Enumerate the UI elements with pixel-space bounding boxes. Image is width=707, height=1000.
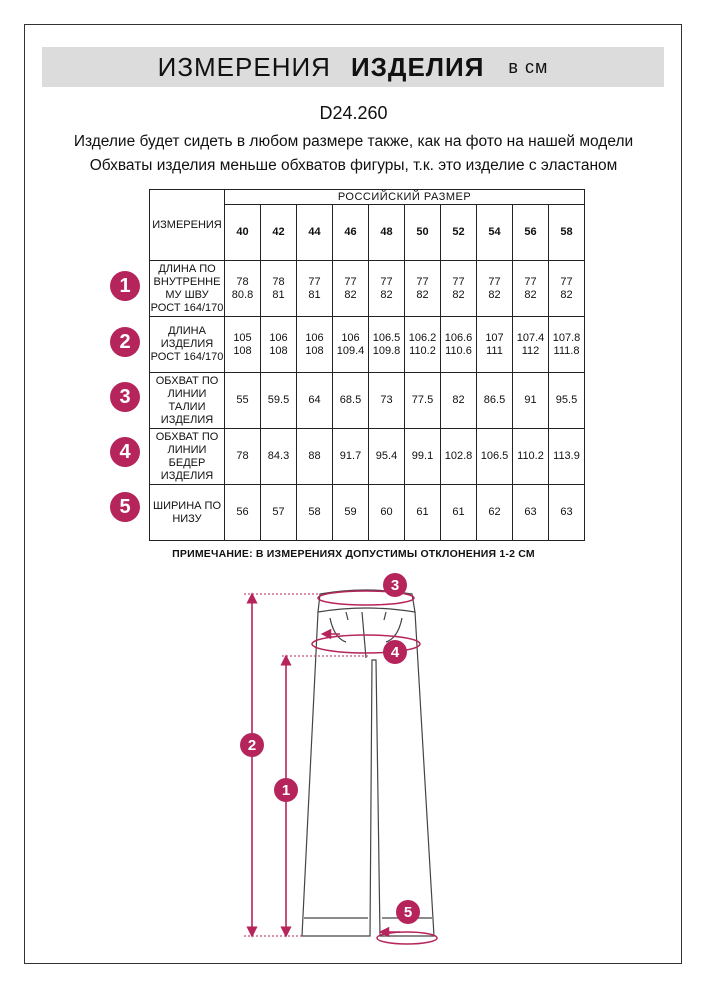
value-cell xyxy=(369,373,405,429)
size-table xyxy=(149,189,585,541)
table-row xyxy=(150,373,585,429)
value-cell xyxy=(549,429,585,485)
value-cell xyxy=(405,261,441,317)
row-number-badge: 2 xyxy=(110,327,140,357)
value-cell xyxy=(369,261,405,317)
value-line: 106 xyxy=(341,331,360,344)
value-cell xyxy=(333,429,369,485)
value-line: 95.5 xyxy=(555,394,578,406)
value-cell xyxy=(405,485,441,541)
measurement-label-line: МУ ШВУ xyxy=(165,288,209,301)
value-cell xyxy=(441,317,477,373)
value-line: 112 xyxy=(521,344,540,357)
value-line: 108 xyxy=(269,344,288,357)
value-cell xyxy=(405,429,441,485)
value-cell xyxy=(333,373,369,429)
value-line: 82 xyxy=(488,288,501,301)
value-line: 77 xyxy=(416,275,429,288)
value-line: 106.2 xyxy=(408,331,437,344)
value-line: 62 xyxy=(488,506,501,518)
value-line: 61 xyxy=(416,506,429,518)
title-part-measurements: ИЗМЕРЕНИЯ xyxy=(157,51,331,82)
measurement-label xyxy=(150,373,225,429)
value-cell xyxy=(549,485,585,541)
value-cell xyxy=(513,373,549,429)
title-unit: в см xyxy=(508,56,549,77)
value-line: 68.5 xyxy=(339,394,362,406)
value-line: 88 xyxy=(308,450,321,462)
elastane-note: Обхваты изделия меньше обхватов фигуры, т.к. это изделие с эластаном xyxy=(89,157,618,174)
value-line: 113.9 xyxy=(553,450,580,462)
size-header-cell: 56 xyxy=(513,205,549,261)
table-row xyxy=(150,261,585,317)
value-cell xyxy=(261,429,297,485)
size-header-cell: 42 xyxy=(261,205,297,261)
value-cell xyxy=(513,429,549,485)
value-line: 77 xyxy=(308,275,321,288)
measurement-label-line: ДЛИНА ПО xyxy=(158,262,216,275)
row-number-badge: 3 xyxy=(110,382,140,412)
row-number-badge: 1 xyxy=(110,271,140,301)
title-part-item: ИЗДЕЛИЯ xyxy=(350,51,485,82)
measurement-label-line: НИЗУ xyxy=(172,512,202,525)
marker-2: 2 xyxy=(240,733,264,757)
value-line: 110.2 xyxy=(517,450,544,462)
value-cell xyxy=(297,485,333,541)
value-line: 106 xyxy=(269,331,288,344)
value-line: 78 xyxy=(236,450,249,462)
value-cell xyxy=(225,373,261,429)
tolerance-remark: ПРИМЕЧАНИЕ: В ИЗМЕРЕНИЯХ ДОПУСТИМЫ ОТКЛОНЕНИЯ 1-2 СМ xyxy=(172,548,535,560)
value-line: 82 xyxy=(452,394,465,406)
value-cell xyxy=(477,429,513,485)
product-code: D24.260 xyxy=(319,103,388,123)
value-line: 64 xyxy=(308,394,321,406)
measurement-label-line: ИЗДЕЛИЯ xyxy=(160,413,214,426)
value-line: 82 xyxy=(452,288,465,301)
size-header-cell: 50 xyxy=(405,205,441,261)
value-line: 77 xyxy=(344,275,357,288)
value-cell xyxy=(477,317,513,373)
value-line: 81 xyxy=(272,288,285,301)
measurement-label-line: ИЗДЕЛИЯ xyxy=(160,469,214,482)
marker-1: 1 xyxy=(274,778,298,802)
value-cell xyxy=(513,485,549,541)
value-line: 82 xyxy=(380,288,393,301)
marker-4: 4 xyxy=(383,640,407,664)
value-cell xyxy=(297,373,333,429)
size-header-cell: 44 xyxy=(297,205,333,261)
value-line: 73 xyxy=(380,394,393,406)
value-cell xyxy=(549,261,585,317)
value-line: 110.2 xyxy=(409,344,436,357)
value-line: 80.8 xyxy=(231,288,254,301)
value-cell xyxy=(441,485,477,541)
measurement-label-line: БЕДЕР xyxy=(168,456,206,469)
value-cell xyxy=(369,429,405,485)
value-cell xyxy=(261,485,297,541)
value-line: 106.5 xyxy=(372,331,401,344)
value-line: 105 xyxy=(233,331,252,344)
value-cell xyxy=(549,317,585,373)
fit-note: Изделие будет сидеть в любом размере также, как на фото на нашей модели xyxy=(73,133,634,150)
table-row xyxy=(150,429,585,485)
value-cell xyxy=(333,317,369,373)
value-line: 102.8 xyxy=(444,450,473,462)
marker-5: 5 xyxy=(396,900,420,924)
measurement-label-line: РОСТ 164/170 xyxy=(150,301,224,314)
row-number-badge: 4 xyxy=(110,437,140,467)
measurement-label-line: ОБХВАТ ПО xyxy=(155,374,219,387)
value-line: 77 xyxy=(524,275,537,288)
value-line: 111 xyxy=(486,344,503,357)
measurement-label xyxy=(150,429,225,485)
size-group-header: РОССИЙСКИЙ РАЗМЕР xyxy=(225,190,585,205)
value-cell xyxy=(477,261,513,317)
value-cell xyxy=(297,317,333,373)
value-cell xyxy=(405,317,441,373)
value-cell xyxy=(441,261,477,317)
measurement-label-line: ВНУТРЕННЕ xyxy=(153,275,221,288)
measurement-label xyxy=(150,317,225,373)
marker-3: 3 xyxy=(383,573,407,597)
value-line: 99.1 xyxy=(411,450,434,462)
value-line: 77 xyxy=(380,275,393,288)
value-line: 63 xyxy=(524,506,537,518)
value-line: 58 xyxy=(308,506,321,518)
value-cell xyxy=(441,429,477,485)
value-cell xyxy=(261,261,297,317)
value-cell xyxy=(441,373,477,429)
value-cell xyxy=(261,373,297,429)
value-line: 55 xyxy=(236,394,249,406)
value-cell xyxy=(369,485,405,541)
value-line: 106 xyxy=(305,331,324,344)
measurement-label-line: РОСТ 164/170 xyxy=(150,351,224,363)
measurement-label-line: ЛИНИИ xyxy=(167,443,207,456)
value-cell xyxy=(513,317,549,373)
value-cell xyxy=(333,261,369,317)
title-bar xyxy=(42,47,664,87)
value-cell xyxy=(297,429,333,485)
value-line: 78 xyxy=(272,275,285,288)
value-line: 77 xyxy=(488,275,501,288)
value-line: 82 xyxy=(416,288,429,301)
trousers-outline xyxy=(302,590,434,936)
value-line: 109.8 xyxy=(372,344,401,357)
value-line: 77 xyxy=(560,275,573,288)
measurement-label xyxy=(150,485,225,541)
measurement-label-line: ТАЛИИ xyxy=(168,400,206,413)
size-header-cell: 54 xyxy=(477,205,513,261)
value-line: 84.3 xyxy=(267,450,290,462)
value-cell xyxy=(225,317,261,373)
measurement-label-line: ШИРИНА ПО xyxy=(152,499,222,512)
value-line: 81 xyxy=(308,288,321,301)
measurement-label-line: ДЛИНА xyxy=(168,325,206,337)
trousers-diagram xyxy=(0,560,707,960)
size-header-cell: 46 xyxy=(333,205,369,261)
size-header-cell: 52 xyxy=(441,205,477,261)
value-line: 108 xyxy=(233,344,252,357)
value-line: 107.8 xyxy=(552,331,581,344)
value-line: 77 xyxy=(452,275,465,288)
value-cell xyxy=(549,373,585,429)
value-cell xyxy=(261,317,297,373)
value-cell xyxy=(333,485,369,541)
measurement-label-line: ЛИНИИ xyxy=(167,387,207,400)
value-line: 59 xyxy=(344,506,357,518)
value-line: 82 xyxy=(524,288,537,301)
value-line: 107 xyxy=(485,331,504,344)
value-cell xyxy=(225,429,261,485)
value-line: 78 xyxy=(236,275,249,288)
value-line: 108 xyxy=(305,344,324,357)
value-line: 106.6 xyxy=(444,331,473,344)
size-header-cell: 48 xyxy=(369,205,405,261)
value-cell xyxy=(513,261,549,317)
value-line: 109.4 xyxy=(336,344,365,357)
value-line: 110.6 xyxy=(445,344,472,357)
table-row xyxy=(150,485,585,541)
value-line: 77.5 xyxy=(411,394,434,406)
size-header-cell: 58 xyxy=(549,205,585,261)
value-line: 57 xyxy=(272,506,285,518)
value-line: 106.5 xyxy=(480,450,509,462)
value-line: 82 xyxy=(344,288,357,301)
value-line: 95.4 xyxy=(375,450,398,462)
value-cell xyxy=(225,261,261,317)
measurement-label-line: ИЗДЕЛИЯ xyxy=(160,338,214,350)
table-row xyxy=(150,317,585,373)
value-cell xyxy=(405,373,441,429)
value-cell xyxy=(369,317,405,373)
measurement-label xyxy=(150,261,225,317)
value-cell xyxy=(477,485,513,541)
value-cell xyxy=(225,485,261,541)
value-line: 86.5 xyxy=(483,394,506,406)
value-line: 111.8 xyxy=(553,344,580,357)
value-cell xyxy=(297,261,333,317)
measurement-column-header: ИЗМЕРЕНИЯ xyxy=(150,190,225,261)
value-line: 91.7 xyxy=(339,450,362,462)
measurement-label-line: ОБХВАТ ПО xyxy=(155,430,219,443)
value-line: 59.5 xyxy=(267,394,290,406)
size-header-cell: 40 xyxy=(225,205,261,261)
row-number-badge: 5 xyxy=(110,492,140,522)
value-line: 82 xyxy=(560,288,573,301)
value-line: 63 xyxy=(560,506,573,518)
value-line: 56 xyxy=(236,506,249,518)
value-cell xyxy=(477,373,513,429)
value-line: 60 xyxy=(380,506,393,518)
value-line: 91 xyxy=(524,394,537,406)
value-line: 107.4 xyxy=(516,331,545,344)
value-line: 61 xyxy=(452,506,465,518)
